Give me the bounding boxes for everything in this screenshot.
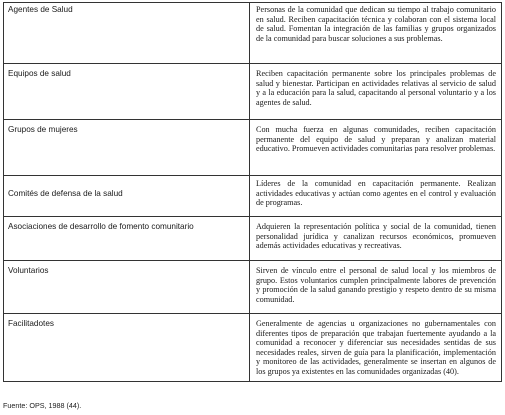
row-separator bbox=[4, 260, 501, 261]
row-label-asociaciones-de-desarrollo: Asociaciones de desarrollo de fomento comunitario bbox=[8, 222, 194, 231]
column-divider bbox=[249, 3, 250, 381]
row-label-facilitadotes: Facilitadotes bbox=[8, 319, 54, 328]
source-note: Fuente: OPS, 1988 (44). bbox=[3, 401, 82, 410]
row-separator bbox=[4, 63, 501, 64]
row-description-equipos-de-salud: Reciben capacitación permanente sobre los principales problemas de salud y bienestar. Participan en actividades relativas al servicio de salud y a la educación para la salud, capacitando al personal voluntario y a los agentes de salud. bbox=[256, 69, 496, 107]
row-separator bbox=[4, 119, 501, 120]
row-description-asociaciones-de-desarrollo: Adquieren la representación política y social de la comunidad, tienen personalidad jurídica y canalizan recursos económicos, promueven además actividades educativas y recreativas. bbox=[256, 222, 496, 251]
row-label-voluntarios: Voluntarios bbox=[8, 266, 49, 275]
row-description-grupos-de-mujeres: Con mucha fuerza en algunas comunidades, reciben capacitación permanente del equipo de salud y preparan y analizan material educativo. Promueven actividades comunitarias para resolver problemas. bbox=[256, 125, 496, 154]
row-label-agentes-de-salud: Agentes de Salud bbox=[8, 5, 73, 14]
row-label-comites-de-defensa: Comités de defensa de la salud bbox=[8, 189, 123, 198]
row-separator bbox=[4, 313, 501, 314]
row-separator bbox=[4, 216, 501, 217]
row-description-facilitadotes: Generalmente de agencias u organizaciones no gubernamentales con diferentes tipos de preparación que trabajan fuertemente ayudando a la comunidad a reconocer y diferenciar sus necesidades sentidas de sus necesidades reales, sirven de guía para la planificación, implementación y monitoreo de las actividades, generalmente se insertan en algunos de los grupos ya existentes en las comunidades organizadas (40). bbox=[256, 319, 496, 376]
row-label-grupos-de-mujeres: Grupos de mujeres bbox=[8, 125, 78, 134]
row-label-equipos-de-salud: Equipos de salud bbox=[8, 69, 71, 78]
organizations-table bbox=[3, 2, 502, 382]
row-separator bbox=[4, 175, 501, 176]
row-description-agentes-de-salud: Personas de la comunidad que dedican su tiempo al trabajo comunitario en salud. Reciben capacitación técnica y colaboran con el sistema local de salud. Fomentan la integración de las familias y grupos organizados de la comunidad para buscar soluciones a sus problemas. bbox=[256, 5, 496, 43]
row-description-comites-de-defensa: Líderes de la comunidad en capacitación permanente. Realizan actividades educativas y actúan como agentes en el control y evaluación de programas. bbox=[256, 179, 496, 208]
row-description-voluntarios: Sirven de vínculo entre el personal de salud local y los miembros de grupo. Estos voluntarios cumplen principalmente labores de prevención y promoción de la salud ganando prestigio y respeto dentro de su misma comunidad. bbox=[256, 266, 496, 304]
